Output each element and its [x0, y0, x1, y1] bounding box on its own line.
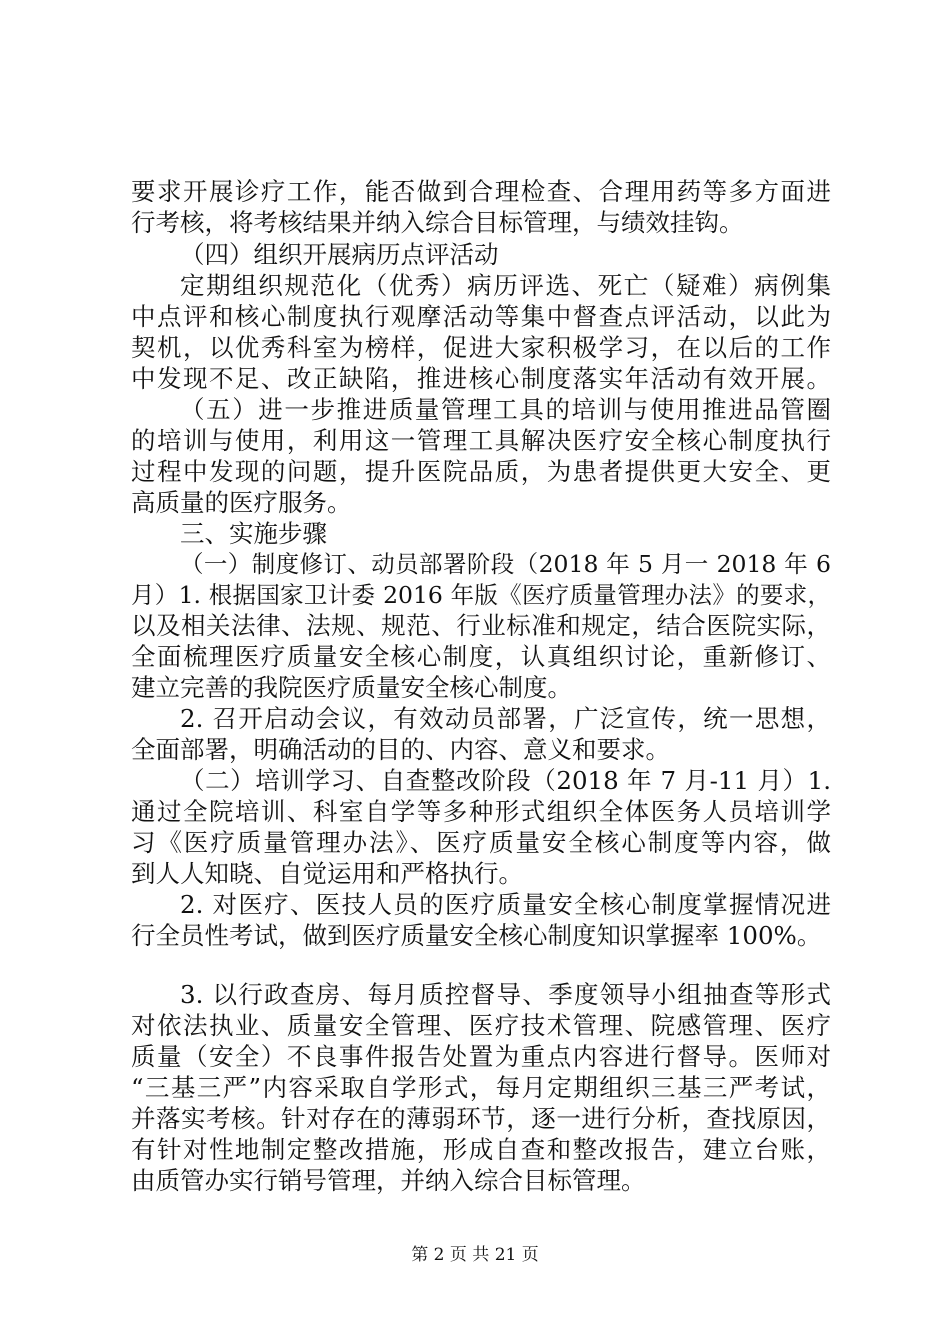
body-text-line: “三基三严”内容采取自学形式，每月定期组织三基三严考试， — [131, 1073, 831, 1102]
body-text-line: 习《医疗质量管理办法》、医疗质量安全核心制度等内容，做 — [131, 828, 831, 857]
body-text-line: 中点评和核心制度执行观摩活动等集中督查点评活动，以此为 — [131, 302, 831, 331]
section-heading: （五）进一步推进质量管理工具的培训与使用推进品管圈 — [180, 395, 831, 424]
body-text-line: 对依法执业、质量安全管理、医疗技术管理、院感管理、医疗 — [131, 1011, 831, 1040]
body-text-line: 月）1. 根据国家卫计委 2016 年版《医疗质量管理办法》的要求， — [131, 581, 831, 609]
body-text-line: 契机，以优秀科室为榜样，促进大家积极学习，在以后的工作 — [131, 333, 831, 362]
body-text-line: 全面梳理医疗质量安全核心制度，认真组织讨论，重新修订、 — [131, 642, 831, 671]
body-text-line: 以及相关法律、法规、规范、行业标准和规定，结合医院实际， — [131, 611, 831, 640]
body-text-line: 要求开展诊疗工作，能否做到合理检查、合理用药等多方面进 — [131, 177, 831, 206]
body-text-line: 并落实考核。针对存在的薄弱环节，逐一进行分析，查找原因， — [131, 1104, 831, 1133]
section-heading: （一）制度修订、动员部署阶段（2018 年 5 月一 2018 年 6 — [180, 550, 831, 578]
body-text-line: 过程中发现的问题，提升医院品质，为患者提供更大安全、更 — [131, 457, 831, 486]
body-text-line: 高质量的医疗服务。 — [131, 488, 352, 517]
body-text-line: 全面部署，明确活动的目的、内容、意义和要求。 — [131, 735, 670, 764]
body-text-line: 建立完善的我院医疗质量安全核心制度。 — [131, 673, 572, 702]
body-text-line: 由质管办实行销号管理，并纳入综合目标管理。 — [131, 1166, 646, 1195]
body-text-line: 行全员性考试，做到医疗质量安全核心制度知识掌握率 100%。 — [131, 921, 822, 950]
body-text-line: 3. 以行政查房、每月质控督导、季度领导小组抽查等形式 — [180, 980, 831, 1009]
body-text-line: 行考核，将考核结果并纳入综合目标管理，与绩效挂钩。 — [131, 208, 744, 237]
body-text-line: 到人人知晓、自觉运用和严格执行。 — [131, 859, 523, 888]
section-heading: （四）组织开展病历点评活动 — [180, 240, 499, 269]
body-text-line: 定期组织规范化（优秀）病历评选、死亡（疑难）病例集 — [180, 271, 831, 300]
section-heading: （二）培训学习、自查整改阶段（2018 年 7 月-11 月）1. — [180, 766, 831, 795]
body-text-line: 2. 对医疗、医技人员的医疗质量安全核心制度掌握情况进 — [180, 890, 831, 919]
body-text-line: 有针对性地制定整改措施，形成自查和整改报告，建立台账， — [131, 1135, 831, 1164]
body-text-line: 质量（安全）不良事件报告处置为重点内容进行督导。医师对 — [131, 1042, 831, 1071]
body-text-line: 2. 召开启动会议，有效动员部署，广泛宣传，统一思想， — [180, 704, 831, 733]
section-heading: 三、实施步骤 — [180, 519, 327, 548]
page-footer: 第 2 页 共 21 页 — [411, 1245, 539, 1265]
body-text-line: 的培训与使用，利用这一管理工具解决医疗安全核心制度执行 — [131, 426, 831, 455]
body-text-line: 通过全院培训、科室自学等多种形式组织全体医务人员培训学 — [131, 797, 831, 826]
body-text-line: 中发现不足、改正缺陷，推进核心制度落实年活动有效开展。 — [131, 364, 831, 393]
